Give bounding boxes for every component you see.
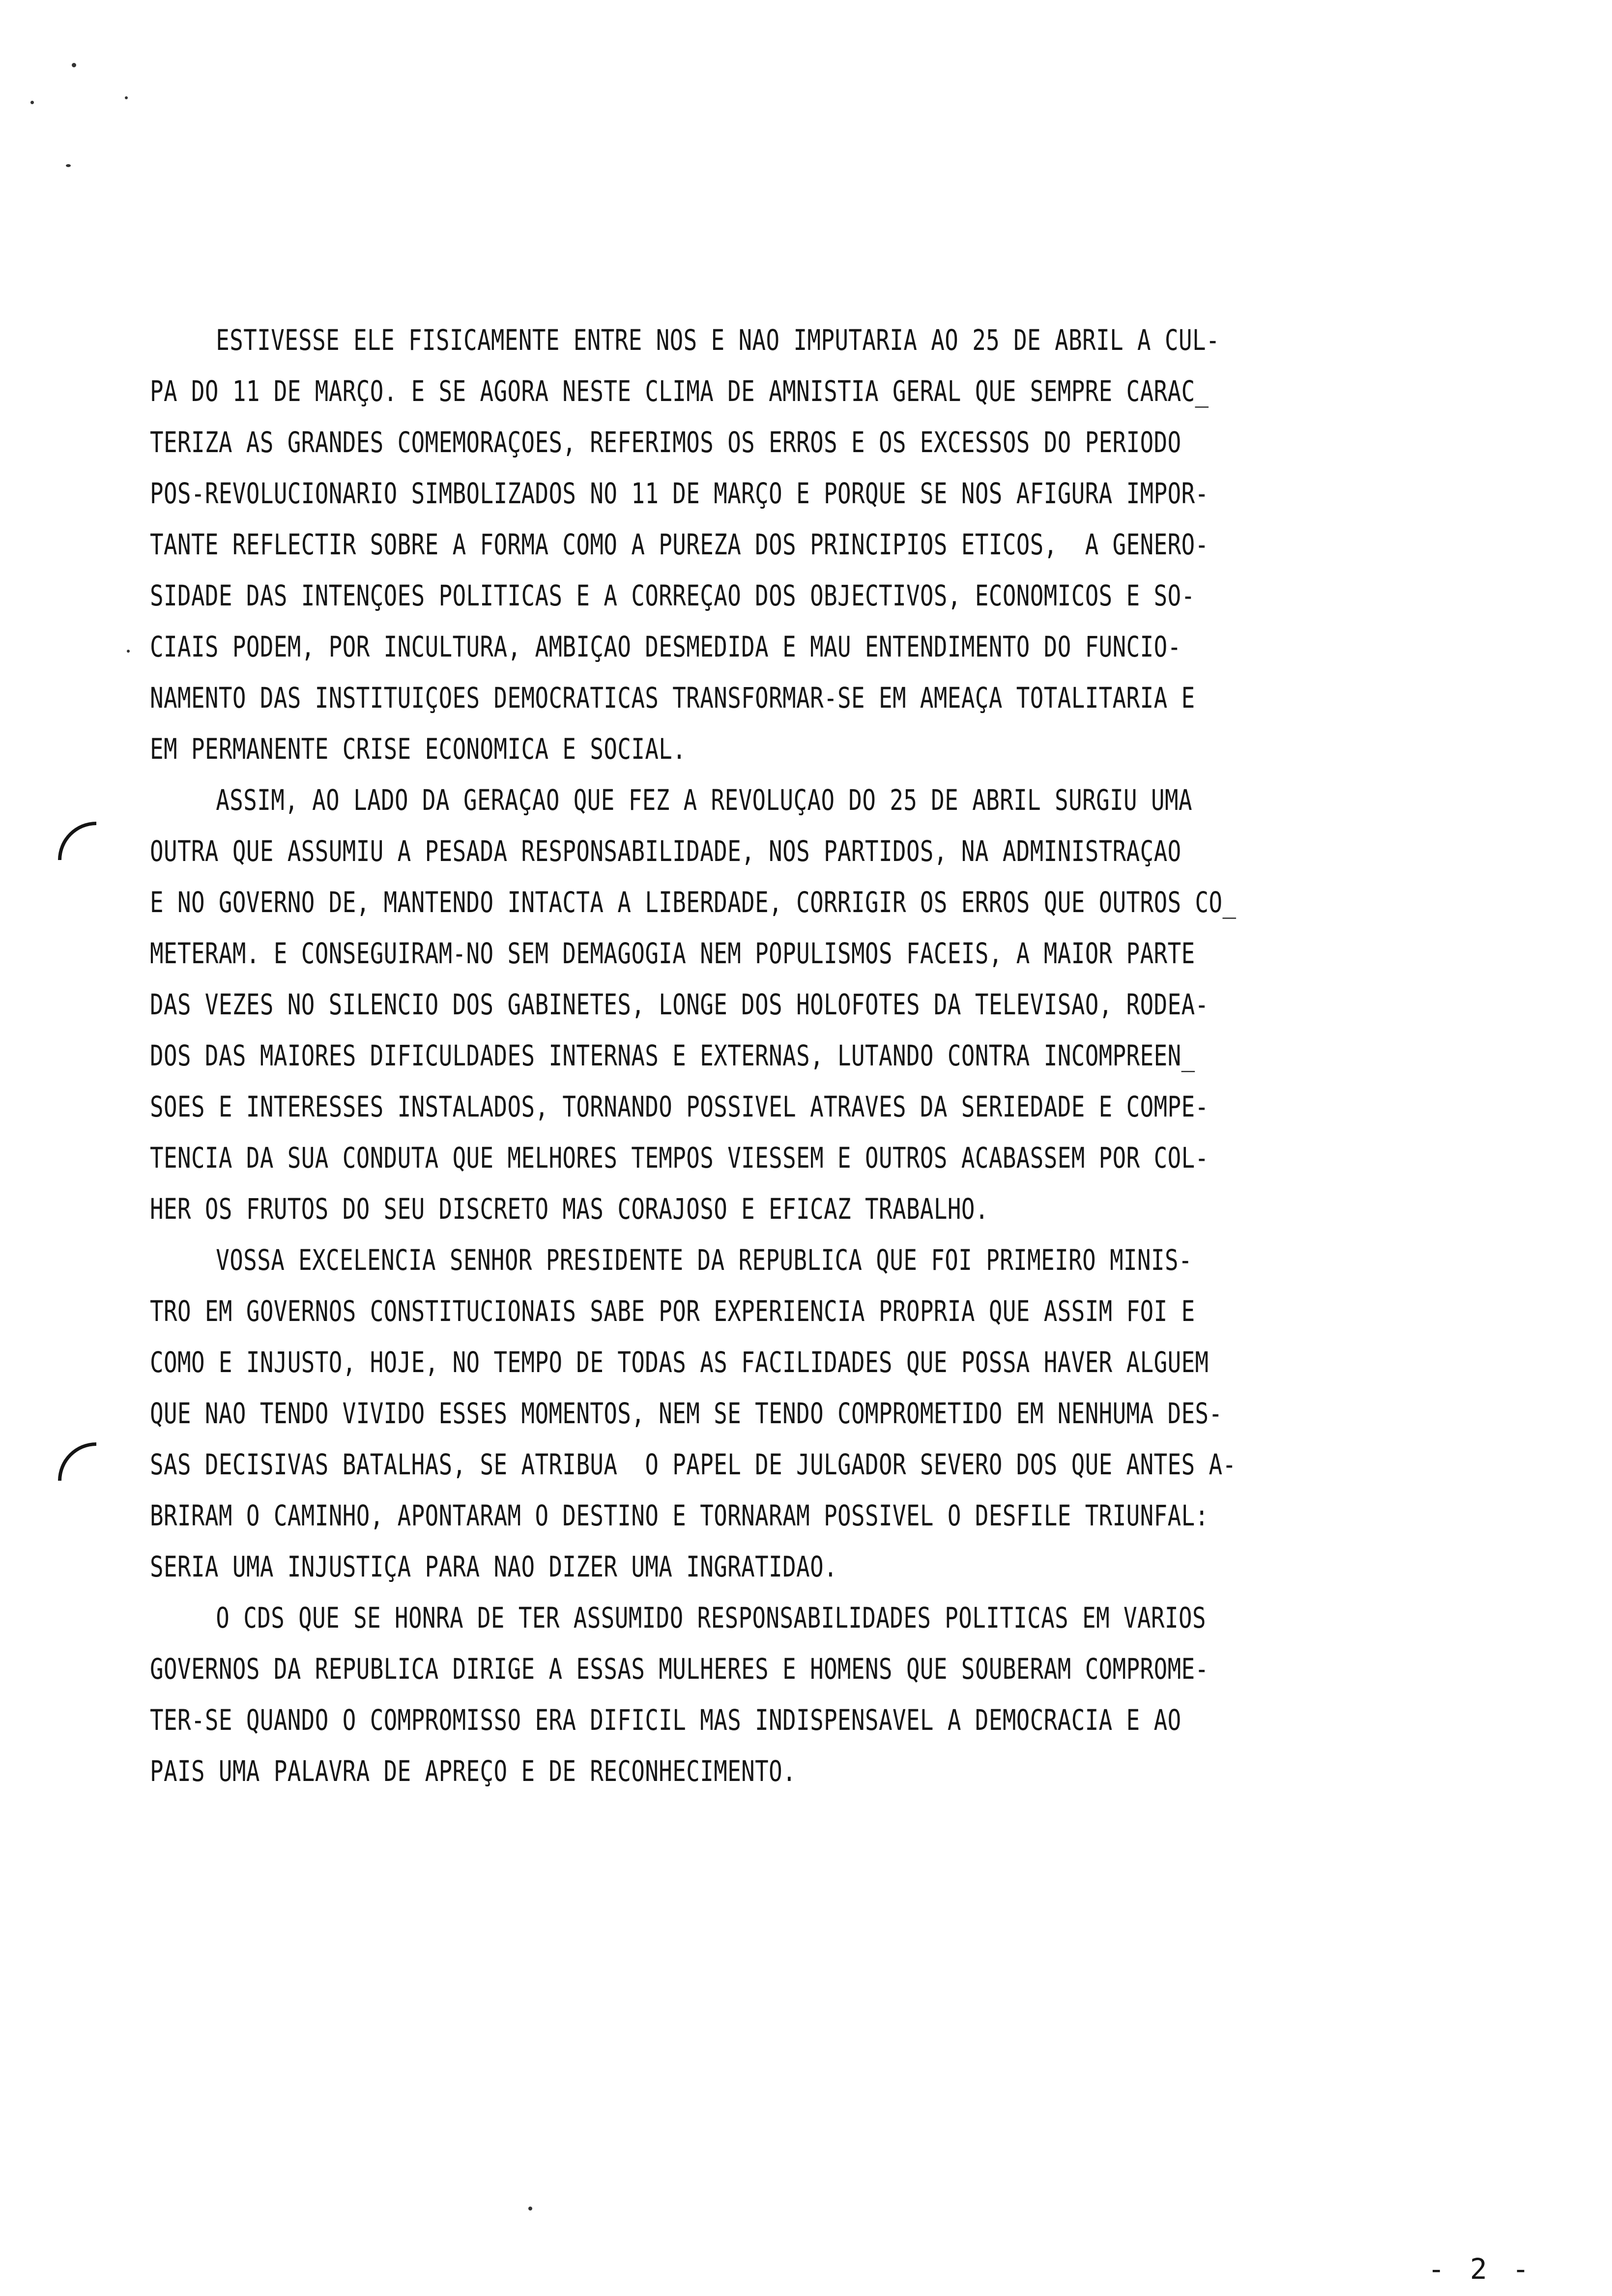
letter-body: [150, 315, 1472, 1797]
text-line: PA DO 11 DE MARÇO. E SE AGORA NESTE CLIMA DE AMNISTIA GERAL QUE SEMPRE CARAC_: [150, 374, 1209, 408]
paragraph-1: [150, 315, 1472, 775]
scan-speck: [127, 650, 130, 653]
text-line: TERIZA AS GRANDES COMEMORAÇOES, REFERIMOS OS ERROS E OS EXCESSOS DO PERIODO: [150, 426, 1181, 459]
text-line: COMO E INJUSTO, HOJE, NO TEMPO DE TODAS AS FACILIDADES QUE POSSA HAVER ALGUEM: [150, 1346, 1209, 1379]
paragraph-2: [150, 775, 1472, 1234]
text-line: DOS DAS MAIORES DIFICULDADES INTERNAS E EXTERNAS, LUTANDO CONTRA INCOMPREEN_: [150, 1039, 1195, 1072]
text-line: DAS VEZES NO SILENCIO DOS GABINETES, LONGE DOS HOLOFOTES DA TELEVISAO, RODEA-: [150, 988, 1209, 1021]
page-number: - 2 -: [1428, 2252, 1533, 2286]
text-line: TER-SE QUANDO O COMPROMISSO ERA DIFICIL MAS INDISPENSAVEL A DEMOCRACIA E AO: [150, 1703, 1181, 1737]
text-line: TANTE REFLECTIR SOBRE A FORMA COMO A PUREZA DOS PRINCIPIOS ETICOS, A GENERO-: [150, 528, 1209, 561]
text-line: OUTRA QUE ASSUMIU A PESADA RESPONSABILIDADE, NOS PARTIDOS, NA ADMINISTRAÇAO: [150, 834, 1181, 868]
text-line: SIDADE DAS INTENÇOES POLITICAS E A CORREÇAO DOS OBJECTIVOS, ECONOMICOS E SO-: [150, 579, 1195, 612]
text-line: GOVERNOS DA REPUBLICA DIRIGE A ESSAS MULHERES E HOMENS QUE SOUBERAM COMPROME-: [150, 1652, 1209, 1686]
text-line: SAS DECISIVAS BATALHAS, SE ATRIBUA O PAPEL DE JULGADOR SEVERO DOS QUE ANTES A-: [150, 1448, 1237, 1481]
text-line: VOSSA EXCELENCIA SENHOR PRESIDENTE DA REPUBLICA QUE FOI PRIMEIRO MINIS-: [216, 1243, 1192, 1277]
text-line: BRIRAM O CAMINHO, APONTARAM O DESTINO E TORNARAM POSSIVEL O DESFILE TRIUNFAL:: [150, 1499, 1209, 1532]
margin-bracket-mark: [58, 1442, 96, 1481]
scan-speck: [528, 2207, 532, 2210]
text-line: METERAM. E CONSEGUIRAM-NO SEM DEMAGOGIA NEM POPULISMOS FACEIS, A MAIOR PARTE: [150, 937, 1195, 970]
text-line: SOES E INTERESSES INSTALADOS, TORNANDO POSSIVEL ATRAVES DA SERIEDADE E COMPE-: [150, 1090, 1209, 1123]
text-line: CIAIS PODEM, POR INCULTURA, AMBIÇAO DESMEDIDA E MAU ENTENDIMENTO DO FUNCIO-: [150, 630, 1181, 663]
margin-bracket-mark: [58, 822, 96, 860]
text-line: HER OS FRUTOS DO SEU DISCRETO MAS CORAJOSO E EFICAZ TRABALHO.: [150, 1192, 989, 1226]
text-line: ASSIM, AO LADO DA GERAÇAO QUE FEZ A REVOLUÇAO DO 25 DE ABRIL SURGIU UMA: [216, 783, 1192, 817]
scan-speck: [66, 164, 71, 167]
text-line: ESTIVESSE ELE FISICAMENTE ENTRE NOS E NAO IMPUTARIA AO 25 DE ABRIL A CUL-: [216, 323, 1220, 357]
text-line: PAIS UMA PALAVRA DE APREÇO E DE RECONHECIMENTO.: [150, 1754, 797, 1788]
scan-speck: [30, 101, 34, 104]
text-line: O CDS QUE SE HONRA DE TER ASSUMIDO RESPONSABILIDADES POLITICAS EM VARIOS: [216, 1601, 1206, 1635]
text-line: SERIA UMA INJUSTIÇA PARA NAO DIZER UMA INGRATIDAO.: [150, 1550, 838, 1583]
scan-speck: [72, 63, 76, 67]
text-line: TRO EM GOVERNOS CONSTITUCIONAIS SABE POR EXPERIENCIA PROPRIA QUE ASSIM FOI E: [150, 1294, 1195, 1328]
text-line: E NO GOVERNO DE, MANTENDO INTACTA A LIBERDADE, CORRIGIR OS ERROS QUE OUTROS CO_: [150, 886, 1237, 919]
scan-speck: [125, 96, 128, 99]
text-line: NAMENTO DAS INSTITUIÇOES DEMOCRATICAS TRANSFORMAR-SE EM AMEAÇA TOTALITARIA E: [150, 681, 1195, 715]
text-line: EM PERMANENTE CRISE ECONOMICA E SOCIAL.: [150, 732, 687, 766]
text-line: POS-REVOLUCIONARIO SIMBOLIZADOS NO 11 DE MARÇO E PORQUE SE NOS AFIGURA IMPOR-: [150, 477, 1209, 510]
paragraph-3: [150, 1234, 1472, 1592]
paragraph-4: [150, 1592, 1472, 1797]
text-line: TENCIA DA SUA CONDUTA QUE MELHORES TEMPOS VIESSEM E OUTROS ACABASSEM POR COL-: [150, 1141, 1209, 1175]
text-line: QUE NAO TENDO VIVIDO ESSES MOMENTOS, NEM SE TENDO COMPROMETIDO EM NENHUMA DES-: [150, 1397, 1223, 1430]
